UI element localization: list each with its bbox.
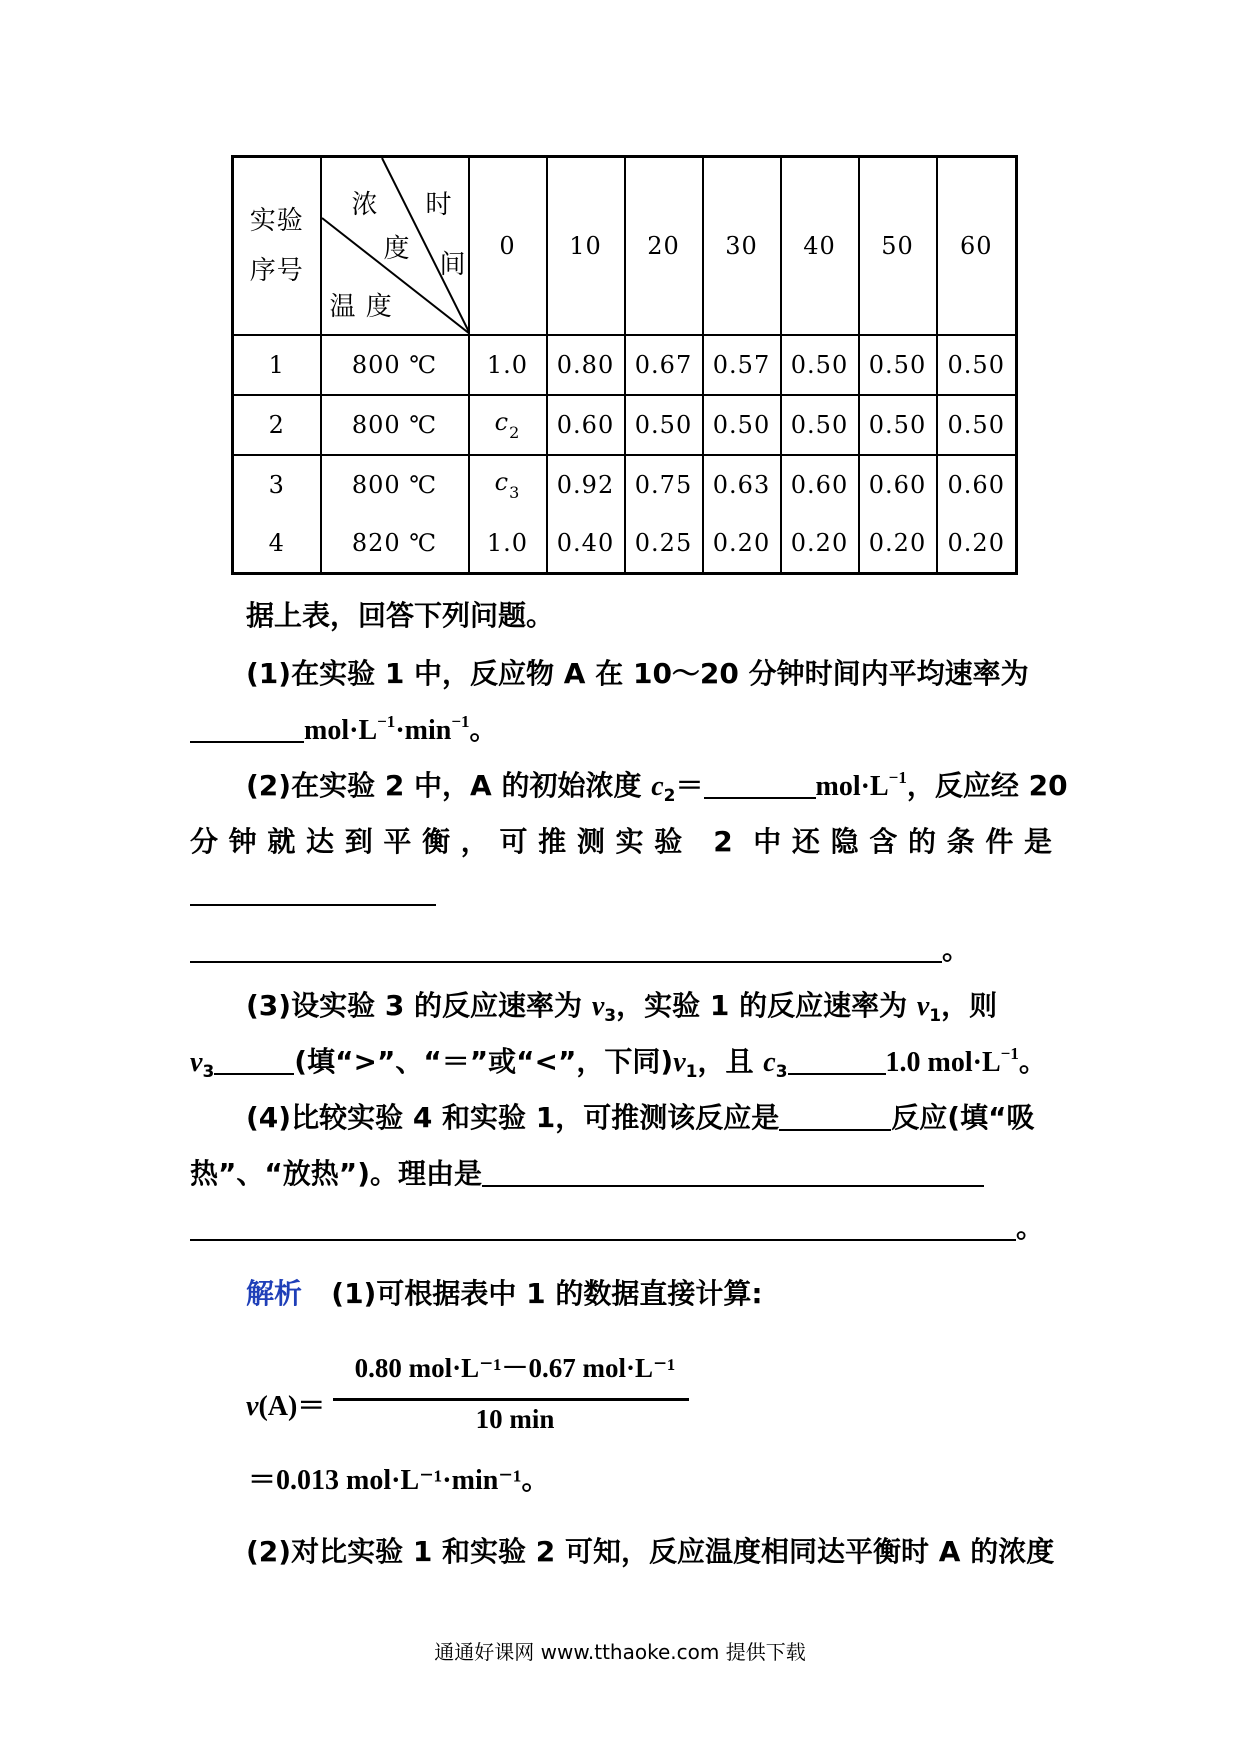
row-value: 0.25: [625, 514, 703, 574]
q1-line2: [190, 708, 1060, 748]
q2-blank-cond-2[interactable]: [190, 961, 942, 963]
diag-conc-1: 浓: [351, 190, 379, 220]
q1-sup2: −1: [451, 712, 470, 731]
q3-l2-c3: c: [763, 1047, 776, 1078]
header-exp-no-line1: 实验: [249, 206, 304, 236]
q2-text-a: (2)在实验 2 中，A 的初始浓度: [246, 769, 652, 802]
row-c0: 1.0: [469, 335, 547, 395]
fraction-numerator: 0.80 mol·L⁻¹－0.67 mol·L⁻¹: [354, 1353, 676, 1383]
header-exp-no: [233, 157, 321, 336]
row-c0: [469, 455, 547, 514]
row-c0: 1.0: [469, 514, 547, 574]
q1-end: 。: [469, 713, 498, 746]
q3-l2-v1-sub: 1: [685, 1062, 698, 1082]
q3-v1-sub: 1: [929, 1006, 942, 1026]
q2-c: c: [651, 771, 664, 802]
q3-v3-sub: 3: [604, 1006, 617, 1026]
q3-l2-text-a: (填“>”、“＝”或“<”，下同): [294, 1045, 674, 1078]
row-value: 0.50: [625, 395, 703, 455]
q4-line2-text: 热”、“放热”)。理由是: [190, 1157, 483, 1190]
row-value: 0.50: [859, 395, 937, 455]
answer-1-line: [246, 1272, 1116, 1312]
q1-unit: mol·L: [304, 715, 378, 746]
q3-l2-v3: v: [190, 1047, 203, 1078]
q2-line1: [246, 764, 1116, 806]
answer-1-text: (1)可根据表中 1 的数据直接计算:: [331, 1277, 763, 1310]
row-value: 0.20: [703, 514, 781, 574]
row-value: 0.50: [703, 395, 781, 455]
row-value: 0.40: [547, 514, 625, 574]
row-value: 0.75: [625, 455, 703, 514]
diag-temp: 温 度: [329, 292, 393, 322]
row-temp: 800 ℃: [321, 455, 469, 514]
q3-blank-compare-v[interactable]: [214, 1073, 294, 1075]
q2-end: 。: [942, 933, 971, 966]
q3-l2-text-b: ，且: [697, 1045, 764, 1078]
row-value: 0.50: [781, 335, 859, 395]
table-row: [233, 514, 1017, 574]
row-temp: 820 ℃: [321, 514, 469, 574]
row-value: 0.20: [781, 514, 859, 574]
va-v: v: [246, 1391, 259, 1422]
footer-text: 通通好课网 www.tthaoke.com 提供下载: [434, 1640, 806, 1664]
q3-blank-compare-c[interactable]: [788, 1073, 886, 1075]
q4-line2: [190, 1152, 1060, 1192]
result-line: ＝0.013 mol·L⁻¹·min⁻¹。: [248, 1465, 550, 1496]
row-value: 0.20: [937, 514, 1017, 574]
header-time-60: 60: [937, 157, 1017, 336]
row-value: 0.57: [703, 335, 781, 395]
q2-line2: 分钟就达到平衡，可推测实验 2 中还隐含的条件是: [190, 825, 1052, 858]
q3-l2-sup: −1: [1000, 1044, 1019, 1063]
q4-line1: [246, 1096, 1116, 1136]
c0-symbol: c: [494, 468, 510, 496]
q4-text-b: 反应(填“吸: [891, 1101, 1035, 1134]
header-time-0: 0: [469, 157, 547, 336]
header-diagonal-cell: [321, 157, 469, 336]
table-row: [233, 455, 1017, 514]
q3-l2-v1: v: [673, 1047, 686, 1078]
q2-eq: ＝: [675, 769, 704, 802]
diag-time-1: 时: [425, 190, 453, 220]
table-row: [233, 335, 1017, 395]
concentration-table: [231, 155, 1018, 575]
row-temp: 800 ℃: [321, 395, 469, 455]
c0-subscript: 2: [509, 423, 521, 442]
q1-blank[interactable]: [190, 741, 304, 743]
q4-blank-reason-1[interactable]: [482, 1185, 984, 1187]
q2-sup: −1: [888, 768, 907, 787]
q3-l2-val: 1.0 mol·L: [885, 1047, 1001, 1078]
header-time-30: 30: [703, 157, 781, 336]
q3-v3: v: [591, 991, 605, 1022]
header-time-50: 50: [859, 157, 937, 336]
fraction-bar: [333, 1398, 689, 1401]
c0-symbol: c: [494, 408, 510, 436]
header-exp-no-line2: 序号: [249, 256, 304, 286]
row-value: 0.20: [859, 514, 937, 574]
row-value: 0.50: [937, 395, 1017, 455]
table-header-row: [233, 157, 1017, 336]
diag-conc-2: 度: [383, 234, 411, 264]
answer-2-line: (2)对比实验 1 和实验 2 可知，反应温度相同达平衡时 A 的浓度: [246, 1535, 1055, 1568]
q3-v1: v: [916, 991, 930, 1022]
table-row: [233, 395, 1017, 455]
header-time-20: 20: [625, 157, 703, 336]
row-value: 0.92: [547, 455, 625, 514]
row-value: 0.60: [859, 455, 937, 514]
q1-line1: (1)在实验 1 中，反应物 A 在 10～20 分钟时间内平均速率为: [246, 657, 1029, 690]
row-value: 0.63: [703, 455, 781, 514]
row-no: 2: [233, 395, 321, 455]
row-temp: 800 ℃: [321, 335, 469, 395]
q3-text-b: ，实验 1 的反应速率为: [616, 989, 917, 1022]
q3-l2-c3-sub: 3: [775, 1062, 788, 1082]
q3-text-a: (3)设实验 3 的反应速率为: [246, 989, 592, 1022]
header-time-10: 10: [547, 157, 625, 336]
q2-text-b: ，反应经 20: [906, 769, 1068, 802]
q2-blank-conc[interactable]: [704, 797, 816, 799]
q4-blank-reason-2[interactable]: [190, 1239, 1016, 1241]
q4-end: 。: [1016, 1211, 1045, 1244]
q2-line3: [190, 876, 1060, 909]
q2-csub: 2: [663, 786, 676, 806]
row-no: 1: [233, 335, 321, 395]
row-value: 0.50: [859, 335, 937, 395]
row-no: 4: [233, 514, 321, 574]
row-c0: [469, 395, 547, 455]
q1-sup1: −1: [377, 712, 396, 731]
row-value: 0.60: [547, 395, 625, 455]
row-value: 0.60: [781, 455, 859, 514]
row-no: 3: [233, 455, 321, 514]
diag-time-2: 间: [439, 250, 467, 280]
fraction-denominator: 10 min: [475, 1404, 555, 1434]
q3-text-c: ，则: [941, 989, 998, 1022]
header-time-40: 40: [781, 157, 859, 336]
q3-l2-v3-sub: 3: [202, 1062, 215, 1082]
q4-text-a: (4)比较实验 4 和实验 1，可推测该反应是: [246, 1101, 780, 1134]
q3-l2-end: 。: [1018, 1045, 1047, 1078]
row-value: 0.50: [937, 335, 1017, 395]
c0-subscript: 3: [509, 483, 521, 502]
row-value: 0.50: [781, 395, 859, 455]
q3-line1: [246, 984, 1116, 1026]
q4-line3: [190, 1206, 1060, 1246]
q2-unit: mol·L: [815, 771, 889, 802]
q1-mid: ·min: [395, 715, 452, 746]
row-value: 0.60: [937, 455, 1017, 514]
analysis-tag: 解析: [246, 1277, 303, 1310]
q3-line2: [190, 1040, 1060, 1082]
q2-line4: [190, 928, 1060, 968]
row-value: 0.80: [547, 335, 625, 395]
row-value: 0.67: [625, 335, 703, 395]
va-paren: (A)＝: [258, 1391, 326, 1422]
q2-blank-cond-1[interactable]: [190, 904, 436, 906]
q4-blank-type[interactable]: [779, 1129, 891, 1131]
intro-text: 据上表，回答下列问题。: [246, 599, 555, 632]
